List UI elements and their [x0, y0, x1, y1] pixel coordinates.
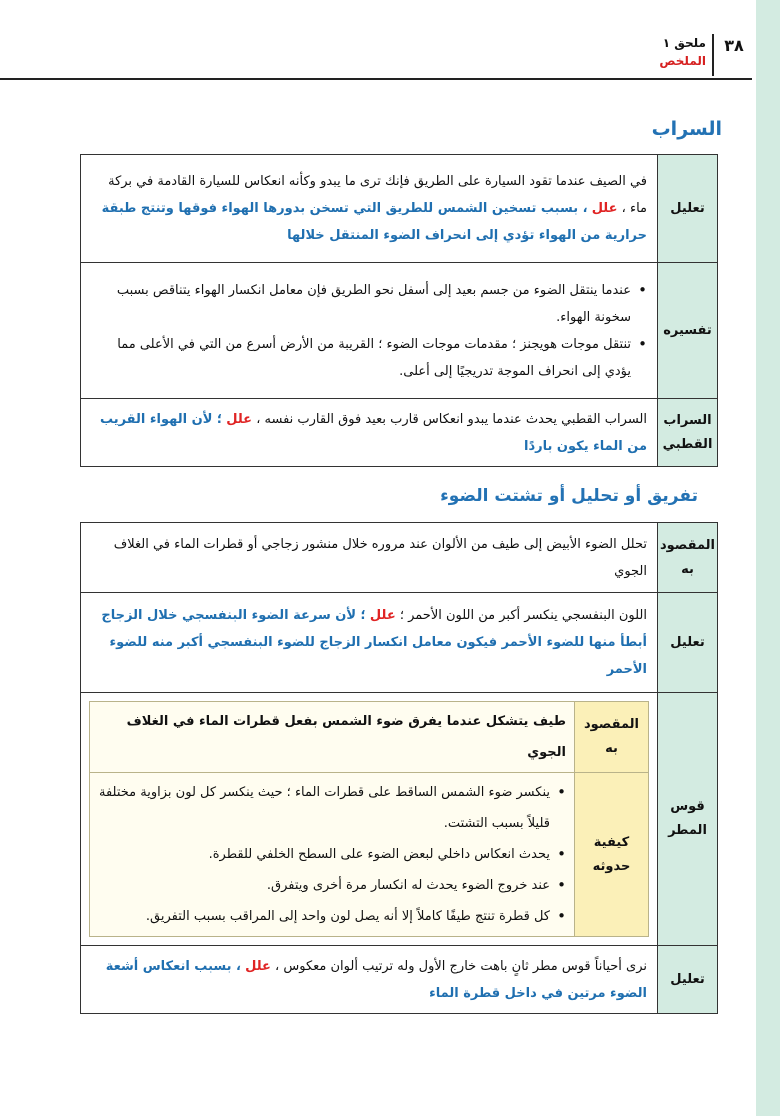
- row-label: قوس المطر: [658, 693, 718, 946]
- row-label: تعليل: [658, 946, 718, 1014]
- polar-mirage-reason: ؛ لأن الهواء القريب من الماء يكون باردًا: [99, 411, 647, 454]
- dispersion-reason: ؛ لأن سرعة الضوء البنفسجي خلال الزجاج أبطأ منها للضوء الأحمر فيكون معامل انكسار الزجاج للضوء البنفسجي أكبر منه للضوء الأحمر: [101, 608, 647, 677]
- row-content: [81, 263, 658, 399]
- inner-content: [90, 773, 575, 937]
- inner-label: كيفية حدوثه: [575, 773, 649, 937]
- explanation-list: [89, 277, 647, 385]
- polar-mirage-text: السراب القطبي يحدث عندما يبدو انعكاس قارب بعيد فوق القارب نفسه ،: [256, 411, 647, 427]
- header-rule: [0, 78, 752, 80]
- explain-word: علل: [245, 958, 271, 974]
- list-item: • كل قطرة تنتج طيفًا كاملاً إلا أنه يصل لون واحد إلى المراقب بسبب التفريق.: [98, 901, 566, 932]
- secondary-rainbow-reason: ، بسبب انعكاس أشعة الضوء مرتين في داخل قطرة الماء: [105, 958, 647, 1001]
- dispersion-title: تفريق أو تحليل أو تشتت الضوء: [440, 486, 698, 506]
- page-header: [0, 30, 752, 82]
- row-content: [81, 593, 658, 693]
- row-label: تعليل: [658, 155, 718, 263]
- explain-word: علل: [226, 411, 253, 427]
- chapter-title: ملحق ١: [662, 36, 706, 50]
- rainbow-content: [81, 693, 658, 946]
- mirage-title: السراب: [651, 118, 722, 140]
- list-item: • تنتقل موجات هويجنز ؛ مقدمات موجات الضوء ؛ القريبة من الأرض أسرع من التي في الأعلى مما يؤدي إلى انحراف الموجة تدريجيًا إلى أعلى.: [89, 331, 647, 385]
- list-item: • عندما ينتقل الضوء من جسم بعيد إلى أسفل نحو الطريق فإن معامل انكسار الهواء يتناقص بسبب سخونة الهواء.: [89, 277, 647, 331]
- rainbow-table: [89, 701, 649, 937]
- dispersion-table: [80, 522, 718, 1014]
- row-content: تحلل الضوء الأبيض إلى طيف من الألوان عند مروره خلال منشور زجاجي أو قطرات الماء في الغلاف الجوي: [81, 523, 658, 593]
- row-label: تعليل: [658, 593, 718, 693]
- mirage-text: في الصيف عندما تقود السيارة على الطريق فإنك ترى ما يبدو وكأنه انعكاس للسيارة القادمة في بركة ماء ،: [108, 174, 647, 216]
- table-row: [81, 399, 718, 467]
- table-row: [81, 693, 718, 946]
- side-strip: [756, 0, 780, 1116]
- secondary-rainbow-text: نرى أحياناً قوس مطر ثانٍ باهت خارج الأول وله ترتيب ألوان معكوس ،: [275, 958, 647, 974]
- table-row: [90, 773, 649, 937]
- mirage-table: [80, 154, 718, 467]
- inner-content: طيف يتشكل عندما يفرق ضوء الشمس بفعل قطرات الماء في الغلاف الجوي: [90, 702, 575, 773]
- chapter-section: الملخص: [659, 54, 706, 68]
- formation-list: [98, 777, 566, 932]
- list-item: • يحدث انعكاس داخلي لبعض الضوء على السطح الخلفي للقطرة.: [98, 839, 566, 870]
- list-item: • عند خروج الضوء يحدث له انكسار مرة أخرى ويتفرق.: [98, 870, 566, 901]
- header-divider: [712, 34, 714, 76]
- table-row: [81, 523, 718, 593]
- row-label: تفسيره: [658, 263, 718, 399]
- explain-word: علل: [369, 608, 396, 623]
- dispersion-text: اللون البنفسجي ينكسر أكبر من اللون الأحمر ؛: [399, 608, 647, 623]
- table-row: [81, 263, 718, 399]
- table-row: [81, 946, 718, 1014]
- table-row: [81, 593, 718, 693]
- row-content: [81, 946, 658, 1014]
- row-content: [81, 399, 658, 467]
- row-label: السراب القطبي: [658, 399, 718, 467]
- row-label: المقصود به: [658, 523, 718, 593]
- table-row: [81, 155, 718, 263]
- explain-word: علل: [591, 201, 618, 216]
- page-number: ٣٨: [724, 36, 744, 55]
- mirage-reason: ، بسبب تسخين الشمس للطريق التي تسخن بدورها الهواء فوقها وتنتج طبقة حرارية من الهواء تؤدي إلى انحراف الضوء المنتقل خلالها: [101, 201, 647, 243]
- inner-label: المقصود به: [575, 702, 649, 773]
- list-item: • ينكسر ضوء الشمس الساقط على قطرات الماء ؛ حيث ينكسر كل لون بزاوية مختلفة قليلاً بسبب التشتت.: [98, 777, 566, 839]
- table-row: [90, 702, 649, 773]
- row-content: [81, 155, 658, 263]
